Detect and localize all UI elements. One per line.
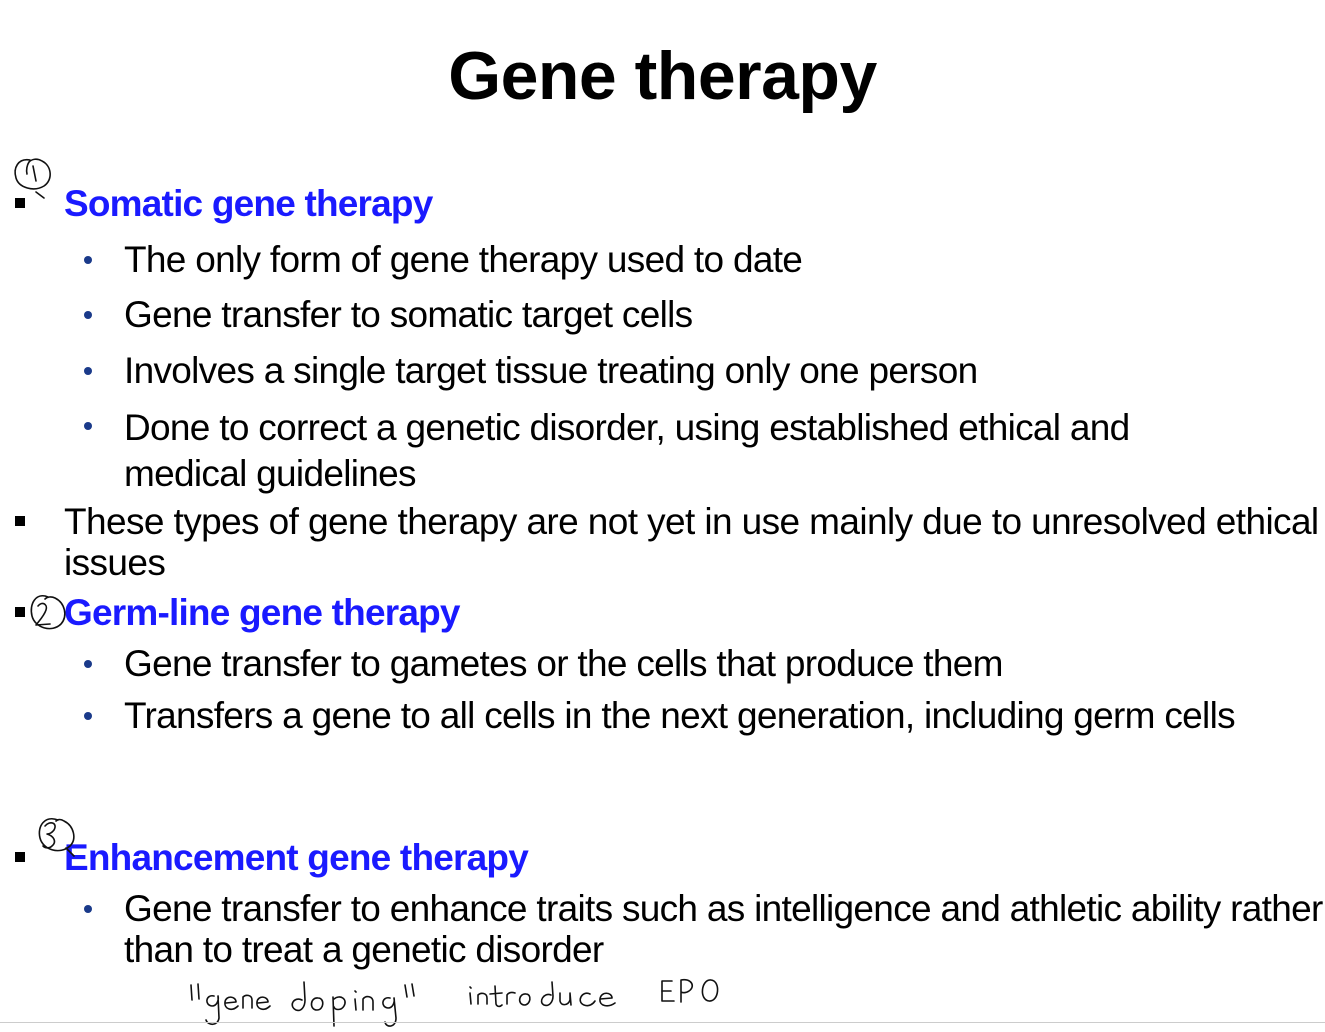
- heading-enhancement: Enhancement gene therapy: [64, 837, 528, 878]
- round-bullet-icon: [84, 422, 92, 430]
- round-bullet-icon: [84, 367, 92, 375]
- bullet-somatic-1: The only form of gene therapy used to date: [124, 239, 803, 280]
- round-bullet-icon: [84, 256, 92, 264]
- round-bullet-icon: [84, 712, 92, 720]
- bullet-somatic-4: Done to correct a genetic disorder, using established ethical and medical guidelines: [124, 407, 1130, 494]
- heading-somatic: Somatic gene therapy: [64, 183, 433, 224]
- round-bullet-icon: [84, 311, 92, 319]
- handwritten-note-gene-doping: [191, 980, 718, 1026]
- square-bullet-icon: [15, 607, 25, 617]
- round-bullet-icon: [84, 660, 92, 668]
- bullet-enhancement-1: Gene transfer to enhance traits such as intelligence and athletic ability rather than to treat a genetic disorder: [124, 888, 1323, 970]
- square-bullet-icon: [15, 516, 25, 526]
- square-bullet-icon: [15, 852, 25, 862]
- bullet-somatic-3: Involves a single target tissue treating only one person: [124, 350, 978, 391]
- square-bullet-icon: [15, 198, 25, 208]
- bullet-germline-2: Transfers a gene to all cells in the next generation, including germ cells: [124, 695, 1235, 736]
- heading-germline: Germ-line gene therapy: [64, 592, 460, 633]
- circled-number-2-annotation: [31, 596, 65, 629]
- bullet-germline-1: Gene transfer to gametes or the cells that produce them: [124, 643, 1003, 684]
- bullet-somatic-2: Gene transfer to somatic target cells: [124, 294, 693, 335]
- statement-unresolved-ethics: These types of gene therapy are not yet in use mainly due to unresolved ethical issues: [64, 501, 1319, 583]
- circled-number-1-annotation: [15, 159, 50, 198]
- slide-title: Gene therapy: [448, 38, 877, 114]
- bottom-divider: [0, 1022, 1325, 1023]
- round-bullet-icon: [84, 905, 92, 913]
